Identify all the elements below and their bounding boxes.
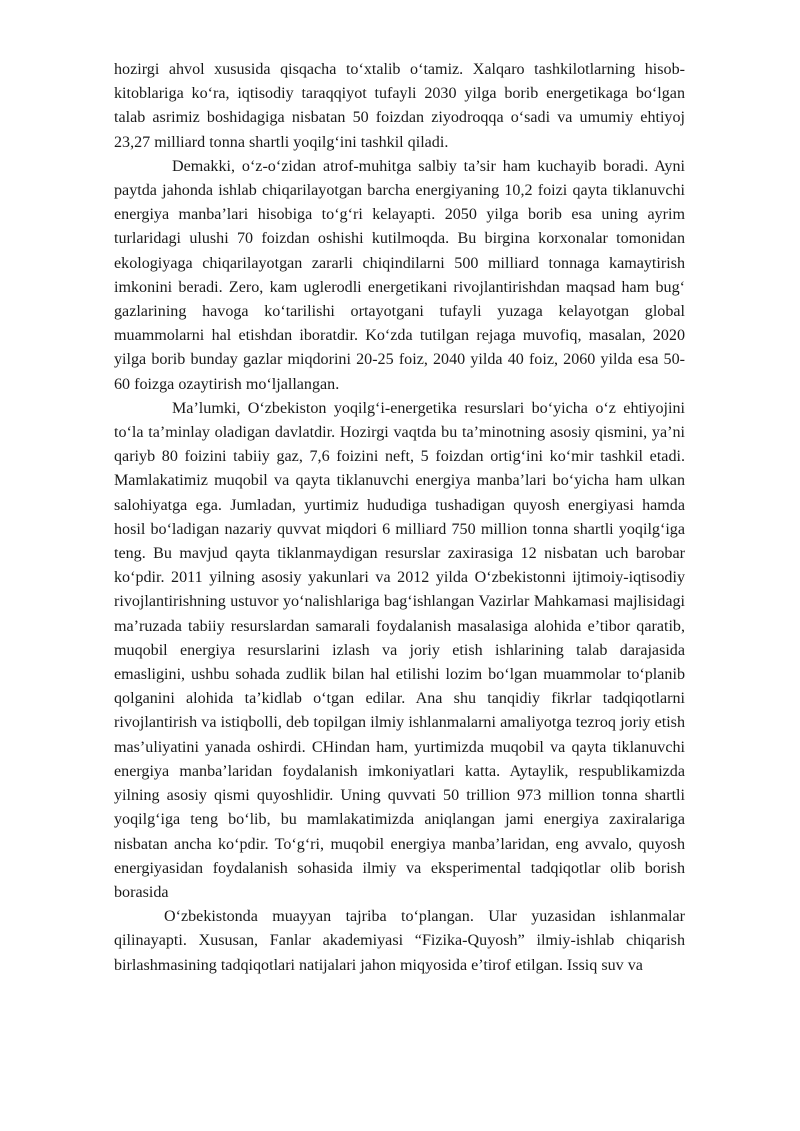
paragraph-4: O‘zbekistonda muayyan tajriba to‘plangan. Ular yuzasidan ishlanmalar qilinayapti. Xususan, Fanlar akademiyasi “Fizika-Quyosh” ilmiy-ishlab chiqarish birlashmasining tadqiqotlari natijalari jahon miqyosida e’tirof etilgan. Issiq suv va [114, 908, 685, 974]
paragraph-2: Demakki, o‘z-o‘zidan atrof-muhitga salbiy ta’sir ham kuchayib boradi. Ayni paytda jahonda ishlab chiqarilayotgan barcha energiyaning 10,2 foizi qayta tiklanuvchi energiya manba’lari hisobiga to‘g‘ri kelayapti. 2050 yilga borib esa uning ayrim turlaridagi ulushi 70 foizdan oshishi kutilmoqda. Bu birgina korxonalar tomonidan ekologiyaga chiqarilayotgan zararli chiqindilarni 500 milliard tonnaga kamaytirish imkonini beradi. Zero, kam uglerodli energetikani rivojlantirishdan maqsad ham bug‘ gazlarining havoga ko‘tarilishi ortayotgani tufayli yuzaga kelayotgan global muammolarni hal etishdan iboratdir. Ko‘zda tutilgan rejaga muvofiq, masalan, 2020 yilga borib bunday gazlar miqdorini 20-25 foiz, 2040 yilda 40 foiz, 2060 yilda esa 50-60 foizga ozaytirish mo‘ljallangan. [114, 157, 685, 393]
paragraph-3: Ma’lumki, O‘zbekiston yoqilg‘i-energetika resurslari bo‘yicha o‘z ehtiyojini to‘la ta’minlay oladigan davlatdir. Hozirgi vaqtda bu ta’minotning asosiy qismini, ya’ni qariyb 80 foizini tabiiy gaz, 7,6 foizini neft, 5 foizdan ortig‘ini ko‘mir tashkil etadi. Mamlakatimiz muqobil va qayta tiklanuvchi energiya manba’lari bo‘yicha ham ulkan salohiyatga ega. Jumladan, yurtimiz hududiga tushadigan quyosh energiyasi hamda hosil bo‘ladigan nazariy quvvat miqdori 6 milliard 750 million tonna shartli yoqilg‘iga teng. Bu mavjud qayta tiklanmaydigan resurslar zaxirasiga 12 nisbatan uch barobar ko‘pdir. 2011 yilning asosiy yakunlari va 2012 yilda O‘zbekistonni ijtimoiy-iqtisodiy rivojlantirishning ustuvor yo‘nalishlariga bag‘ishlangan Vazirlar Mahkamasi majlisidagi ma’ruzada tabiiy resurslardan samarali foydalanish masalasiga alohida e’tibor qaratib, muqobil energiya resurslarini izlash va joriy etish ishlarining talab darajasida emasligini, ushbu sohada zudlik bilan hal etilishi lozim bo‘lgan muammolar to‘planib qolganini alohida ta’kidlab o‘tgan edilar. Ana shu tanqidiy fikrlar tadqiqotlarni rivojlantirish va istiqbolli, deb topilgan ilmiy ishlanmalarni amaliyotga tezroq joriy etish mas’uliyatini yanada oshirdi. CHindan ham, yurtimizda muqobil va qayta tiklanuvchi energiya manba’laridan foydalanish imkoniyatlari katta. Aytaylik, respublikamizda yilning asosiy qismi quyoshlidir. Uning quvvati 50 trillion 973 million tonna shartli yoqilg‘iga teng bo‘lib, bu mamlakatimizda aniqlangan jami energiya zaxiralariga nisbatan ancha ko‘pdir. To‘g‘ri, muqobil energiya manba’laridan, eng avvalo, quyosh energiyasidan foydalanish sohasida ilmiy va eksperimental tadqiqotlar olib borish borasida [114, 399, 685, 901]
paragraph-1: hozirgi ahvol xususida qisqacha to‘xtalib o‘tamiz. Xalqaro tashkilotlarning hisob-kitoblariga ko‘ra, iqtisodiy taraqqiyot tufayli 2030 yilga borib energetikaga bo‘lgan talab asrimiz boshidagiga nisbatan 50 foizdan ziyodroqqa o‘sadi va umumiy ehtiyoj 23,27 milliard tonna shartli yoqilg‘ini tashkil qiladi. [114, 61, 685, 151]
document-page [114, 58, 685, 978]
